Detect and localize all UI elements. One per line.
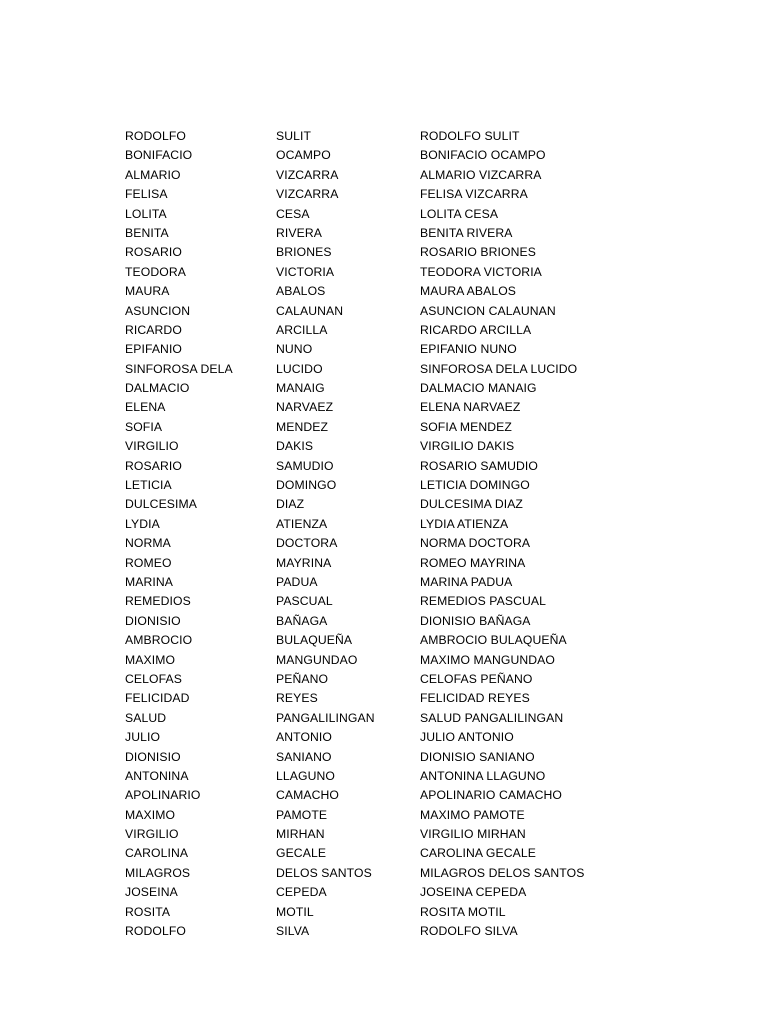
first-name-cell: ROSARIO (125, 245, 182, 260)
first-name-cell: VIRGILIO (125, 439, 179, 454)
table-row (0, 709, 768, 728)
first-name-cell: RODOLFO (125, 924, 186, 939)
table-row (0, 573, 768, 592)
table-row (0, 825, 768, 844)
first-name-cell: RODOLFO (125, 129, 186, 143)
table-row (0, 631, 768, 650)
full-name-cell: DALMACIO MANAIG (420, 381, 537, 396)
first-name-cell: DIONISIO (125, 749, 181, 764)
table-row (0, 224, 768, 243)
first-name-cell: TEODORA (125, 264, 186, 279)
first-name-cell: ALMARIO (125, 167, 181, 182)
first-name-cell: VIRGILIO (125, 827, 179, 842)
full-name-cell: SALUD PANGALILINGAN (420, 710, 564, 725)
name-table (0, 127, 768, 941)
table-row (0, 166, 768, 185)
table-row (0, 903, 768, 922)
last-name-cell: LUCIDO (276, 361, 323, 376)
table-row (0, 515, 768, 534)
first-name-cell: FELISA (125, 187, 168, 202)
last-name-cell: GECALE (276, 846, 327, 861)
table-row (0, 127, 768, 146)
last-name-cell: ANTONIO (276, 730, 333, 745)
last-name-cell: SANIANO (276, 749, 332, 764)
full-name-cell: JOSEINA CEPEDA (420, 885, 527, 900)
full-name-cell: ROMEO MAYRINA (420, 555, 526, 570)
table-row (0, 554, 768, 573)
table-row (0, 670, 768, 689)
last-name-cell: PADUA (276, 574, 318, 589)
full-name-cell: RODOLFO SULIT (420, 129, 520, 143)
last-name-cell: DIAZ (276, 497, 305, 512)
table-row (0, 263, 768, 282)
last-name-cell: PAMOTE (276, 807, 328, 822)
first-name-cell: JOSEINA (125, 885, 178, 900)
first-name-cell: LYDIA (125, 516, 160, 531)
table-row (0, 612, 768, 631)
full-name-cell: VIRGILIO MIRHAN (420, 827, 526, 842)
first-name-cell: DALMACIO (125, 381, 190, 396)
last-name-cell: SULIT (276, 129, 312, 143)
table-row (0, 302, 768, 321)
first-name-cell: MAXIMO (125, 807, 176, 822)
full-name-cell: LYDIA ATIENZA (420, 516, 509, 531)
first-name-cell: SINFOROSA DELA (125, 361, 233, 376)
last-name-cell: PEÑANO (276, 671, 329, 686)
full-name-cell: FELISA VIZCARRA (420, 187, 528, 202)
last-name-cell: DOCTORA (276, 536, 338, 551)
last-name-cell: SILVA (276, 924, 310, 939)
table-row (0, 418, 768, 437)
full-name-cell: ROSARIO BRIONES (420, 245, 536, 260)
last-name-cell: DOMINGO (276, 478, 337, 493)
first-name-cell: LETICIA (125, 478, 172, 493)
last-name-cell: MOTIL (276, 904, 314, 919)
last-name-cell: MAYRINA (276, 555, 332, 570)
table-row (0, 728, 768, 747)
first-name-cell: APOLINARIO (125, 788, 201, 803)
last-name-cell: PASCUAL (276, 594, 333, 609)
last-name-cell: VICTORIA (276, 264, 335, 279)
first-name-cell: ELENA (125, 400, 166, 415)
first-name-cell: FELICIDAD (125, 691, 190, 706)
first-name-cell: ANTONINA (125, 768, 189, 783)
table-row (0, 457, 768, 476)
last-name-cell: CALAUNAN (276, 303, 344, 318)
table-row (0, 398, 768, 417)
first-name-cell: MARINA (125, 574, 173, 589)
full-name-cell: BENITA RIVERA (420, 225, 513, 240)
full-name-cell: REMEDIOS PASCUAL (420, 594, 546, 609)
last-name-cell: MANAIG (276, 381, 325, 396)
full-name-cell: DULCESIMA DIAZ (420, 497, 523, 512)
last-name-cell: CEPEDA (276, 885, 327, 900)
first-name-cell: ASUNCION (125, 303, 191, 318)
first-name-cell: REMEDIOS (125, 594, 191, 609)
last-name-cell: PANGALILINGAN (276, 710, 375, 725)
full-name-cell: SOFIA MENDEZ (420, 419, 512, 434)
full-name-cell: APOLINARIO CAMACHO (420, 788, 562, 803)
last-name-cell: DAKIS (276, 439, 314, 454)
table-row (0, 360, 768, 379)
first-name-cell: DIONISIO (125, 613, 181, 628)
full-name-cell: CELOFAS PEÑANO (420, 671, 533, 686)
first-name-cell: AMBROCIO (125, 633, 193, 648)
last-name-cell: ABALOS (276, 284, 326, 299)
first-name-cell: MAURA (125, 284, 170, 299)
table-row (0, 476, 768, 495)
first-name-cell: ROMEO (125, 555, 172, 570)
last-name-cell: CESA (276, 206, 310, 221)
last-name-cell: BRIONES (276, 245, 332, 260)
full-name-cell: LOLITA CESA (420, 206, 499, 221)
full-name-cell: MARINA PADUA (420, 574, 513, 589)
full-name-cell: ROSITA MOTIL (420, 904, 506, 919)
first-name-cell: BENITA (125, 225, 169, 240)
first-name-cell: SOFIA (125, 419, 163, 434)
last-name-cell: NUNO (276, 342, 313, 357)
table-row (0, 767, 768, 786)
table-row (0, 844, 768, 863)
last-name-cell: BAÑAGA (276, 613, 328, 628)
first-name-cell: CAROLINA (125, 846, 189, 861)
table-row (0, 922, 768, 941)
table-row (0, 379, 768, 398)
full-name-cell: JULIO ANTONIO (420, 730, 514, 745)
last-name-cell: VIZCARRA (276, 187, 339, 202)
table-row (0, 786, 768, 805)
first-name-cell: RICARDO (125, 322, 182, 337)
last-name-cell: RIVERA (276, 225, 322, 240)
full-name-cell: VIRGILIO DAKIS (420, 439, 515, 454)
first-name-cell: CELOFAS (125, 671, 182, 686)
table-row (0, 185, 768, 204)
table-row (0, 282, 768, 301)
table-row (0, 205, 768, 224)
first-name-cell: LOLITA (125, 206, 167, 221)
table-row (0, 864, 768, 883)
full-name-cell: MAURA ABALOS (420, 284, 517, 299)
table-row (0, 340, 768, 359)
table-row (0, 883, 768, 902)
last-name-cell: BULAQUEÑA (276, 633, 353, 648)
full-name-cell: ANTONINA LLAGUNO (420, 768, 546, 783)
last-name-cell: MIRHAN (276, 827, 325, 842)
last-name-cell: REYES (276, 691, 318, 706)
last-name-cell: VIZCARRA (276, 167, 339, 182)
table-row (0, 321, 768, 340)
first-name-cell: JULIO (125, 730, 161, 745)
full-name-cell: MAXIMO MANGUNDAO (420, 652, 555, 667)
table-row (0, 243, 768, 262)
full-name-cell: ELENA NARVAEZ (420, 400, 521, 415)
full-name-cell: ALMARIO VIZCARRA (420, 167, 542, 182)
full-name-cell: BONIFACIO OCAMPO (420, 148, 546, 163)
table-row (0, 592, 768, 611)
full-name-cell: TEODORA VICTORIA (420, 264, 542, 279)
first-name-cell: MILAGROS (125, 865, 191, 880)
last-name-cell: NARVAEZ (276, 400, 334, 415)
full-name-cell: DIONISIO SANIANO (420, 749, 535, 764)
full-name-cell: DIONISIO BAÑAGA (420, 613, 531, 628)
table-row (0, 748, 768, 767)
last-name-cell: MANGUNDAO (276, 652, 358, 667)
full-name-cell: ROSARIO SAMUDIO (420, 458, 538, 473)
full-name-cell: AMBROCIO BULAQUEÑA (420, 633, 567, 648)
first-name-cell: BONIFACIO (125, 148, 193, 163)
last-name-cell: CAMACHO (276, 788, 339, 803)
last-name-cell: ARCILLA (276, 322, 328, 337)
first-name-cell: MAXIMO (125, 652, 176, 667)
full-name-cell: SINFOROSA DELA LUCIDO (420, 361, 578, 376)
table-row (0, 534, 768, 553)
first-name-cell: DULCESIMA (125, 497, 198, 512)
full-name-cell: NORMA DOCTORA (420, 536, 531, 551)
full-name-cell: CAROLINA GECALE (420, 846, 536, 861)
first-name-cell: EPIFANIO (125, 342, 183, 357)
last-name-cell: ATIENZA (276, 516, 328, 531)
last-name-cell: OCAMPO (276, 148, 331, 163)
last-name-cell: MENDEZ (276, 419, 329, 434)
full-name-cell: RODOLFO SILVA (420, 924, 518, 939)
last-name-cell: LLAGUNO (276, 768, 335, 783)
first-name-cell: ROSITA (125, 904, 171, 919)
table-row (0, 146, 768, 165)
full-name-cell: FELICIDAD REYES (420, 691, 530, 706)
first-name-cell: ROSARIO (125, 458, 182, 473)
table-row (0, 495, 768, 514)
table-row (0, 689, 768, 708)
table-row (0, 437, 768, 456)
table-row (0, 806, 768, 825)
full-name-cell: MAXIMO PAMOTE (420, 807, 525, 822)
last-name-cell: DELOS SANTOS (276, 865, 372, 880)
full-name-cell: MILAGROS DELOS SANTOS (420, 865, 585, 880)
first-name-cell: SALUD (125, 710, 167, 725)
first-name-cell: NORMA (125, 536, 171, 551)
last-name-cell: SAMUDIO (276, 458, 334, 473)
full-name-cell: LETICIA DOMINGO (420, 478, 530, 493)
full-name-cell: RICARDO ARCILLA (420, 322, 532, 337)
full-name-cell: ASUNCION CALAUNAN (420, 303, 556, 318)
table-row (0, 651, 768, 670)
full-name-cell: EPIFANIO NUNO (420, 342, 517, 357)
